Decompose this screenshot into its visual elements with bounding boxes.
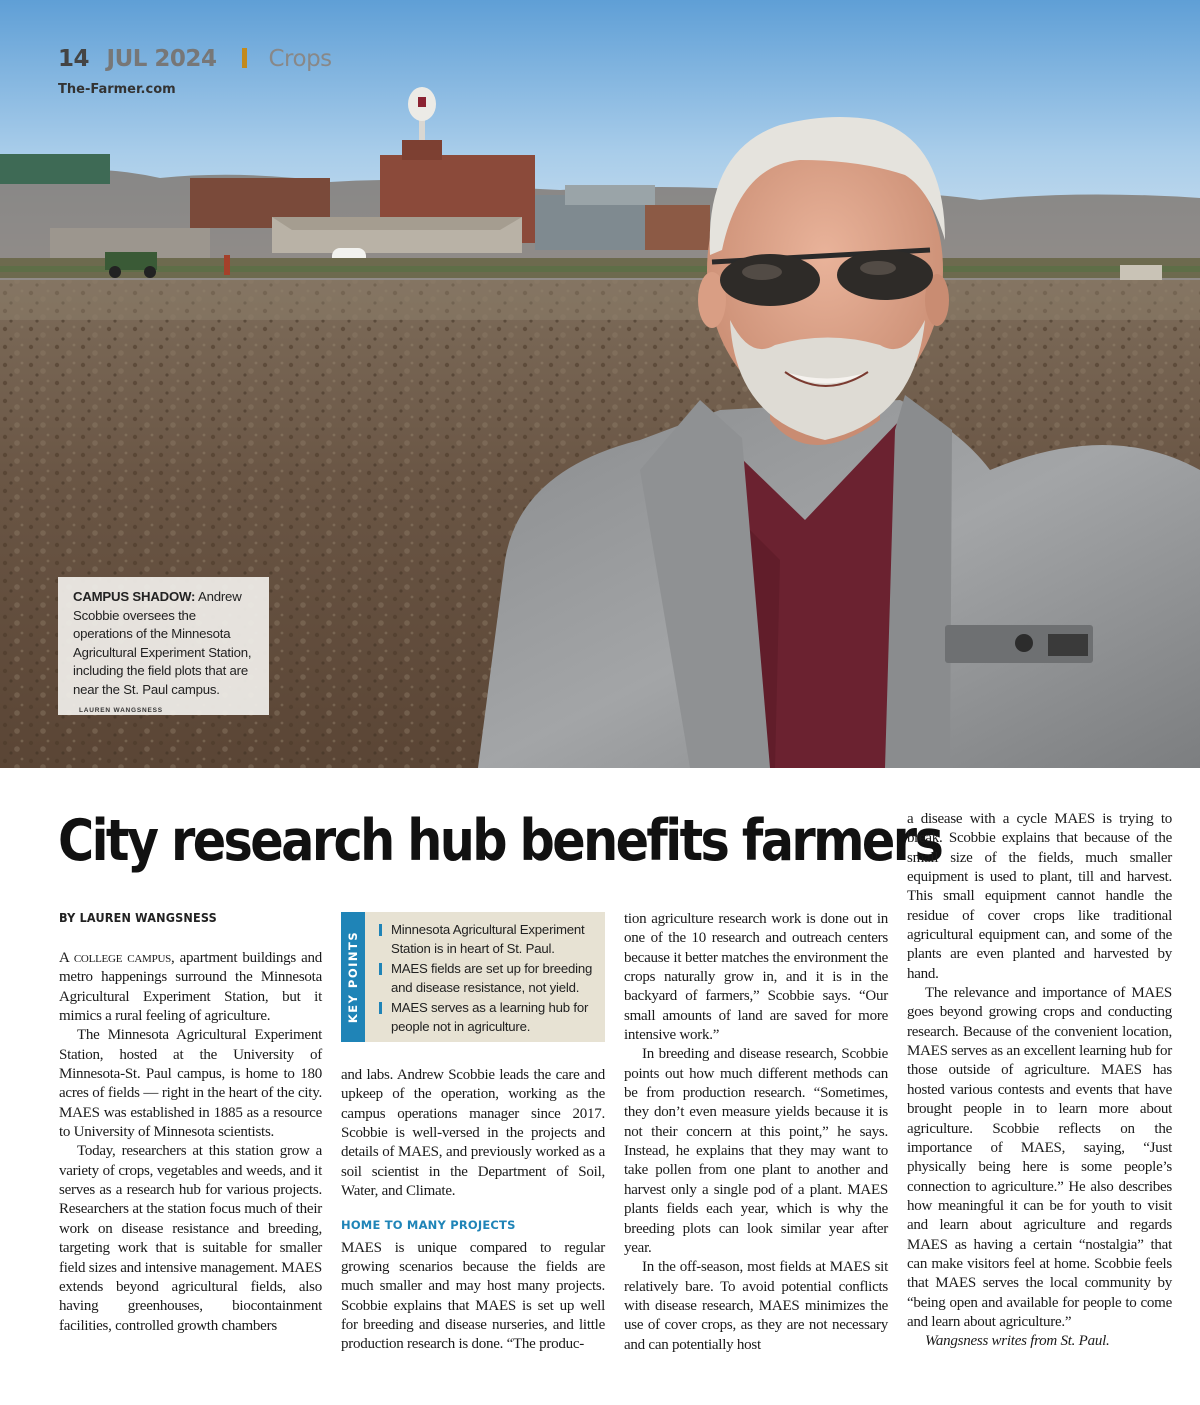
lead-in: A college campus, [59,950,175,966]
key-points-tab [341,912,365,1042]
paragraph-text: apartment buildings and metro happenings surround the Minnesota Agricultural Experiment Station, but it mimics a rural feeling of agriculture. [59,950,323,1025]
key-point-item: Minnesota Agricultural Experiment Station is in heart of St. Paul. [379,920,595,959]
section-name: Crops [268,46,332,72]
body-paragraph-continued: and labs. Andrew Scobbie leads the care and upkeep of the operation, working as the campus operations manager since 2017. Scobbie is well-versed in the projects and details of MAES, and previously worked as a soil scientist in the Department of Soil, Water, and Climate. [341,1067,605,1200]
body-paragraph-continued: a disease with a cycle MAES is trying to break. Scobbie explains that because of the small size of the fields, much smaller equipment is used to plant, till and harvest. This small equipment cannot handle the residue of cover crops like traditional agricultural equipment can, and some of the plants are even planted and harvested by hand. [907,811,1172,982]
issue-date: JUL 2024 [106,46,217,72]
page-folio [58,46,332,72]
folio-divider [242,48,247,68]
body-paragraph: The Minnesota Agricultural Experiment Station, hosted at the University of Minnesota-St. Paul campus, is home to 180 acres of fields — right in the heart of the city. MAES was established in 1885 as a resource to University of Minnesota scientists. [59,1027,322,1141]
body-paragraph [59,949,322,1026]
caption-head: CAMPUS SHADOW: [73,589,196,604]
article-column-2 [341,1066,605,1355]
page-number: 14 [58,46,90,72]
body-paragraph: MAES is unique compared to regular growing scenarios because the fields are much smaller and may host many projects. Scobbie explains that MAES is set up well for breeding and disease nurseries, and little production research is done. “The produc- [341,1239,605,1353]
caption-text: Andrew Scobbie oversees the operations of the Minnesota Agricultural Experiment Station, including the field plots that are near the St. Paul campus. [73,589,252,697]
body-paragraph-continued: tion agriculture research work is done out in one of the 10 research and outreach centers because it better matches the environment the crops naturally grow in, and it is in the backyard of farmers,” Scobbie says. “Our small amounts of land are saved for more intensive work.” [624,911,888,1044]
article-column-1 [59,949,322,1336]
article-column-4 [907,810,1172,1352]
author-signoff: Wangsness writes from St. Paul. [925,1333,1110,1350]
article-headline: City research hub benefits farmers [58,808,942,874]
body-paragraph: The relevance and importance of MAES goes beyond growing crops and conducting research. Because of the convenient location, MAES serves as an excellent learning hub for those outside of agriculture. MAES has hosted various contests and events that have brought people in to learn more about agriculture. Scobbie reflects on the importance of MAES, saying, “Just physically being here is some people’s connection to agriculture.” He also describes how meaningful it can be for youth to visit and learn about agriculture and regards MAES as having a certain “nostalgia” that can make visitors feel at home. Scobbie feels that MAES serves the local community by “being open and available for people to come and learn about agriculture.” [907,985,1172,1330]
article-byline: BY LAUREN WANGSNESS [59,910,217,925]
photo-caption [58,577,269,715]
section-subhead: HOME TO MANY PROJECTS [341,1218,516,1233]
body-paragraph: Today, researchers at this station grow a variety of crops, vegetables and weeds, and it serves as a research hub for various projects. Researchers at the station focus much of their work on disease resistance and breeding, targeting work that is suitable for smaller field sizes and intensive management. MAES extends beyond agricultural fields, also having greenhouses, biocontainment facilities, controlled growth chambers [59,1143,322,1334]
photo-credit: LAUREN WANGSNESS [79,707,163,714]
body-paragraph: In breeding and disease research, Scobbie points out how much different methods can be from production research. “Sometimes, they don’t even measure yields because it is not their concern at this point,” he says. Instead, he explains that they may want to take pollen from one plant to another and harvest only a single pod of a plant. MAES plants fields each year, which is why the breeding plots can look similar year after year. [624,1046,888,1256]
website-url: The-Farmer.com [58,82,176,97]
key-points-list [365,912,605,1042]
article-column-3 [624,910,888,1355]
key-point-item: MAES serves as a learning hub for people not in agriculture. [379,998,595,1037]
key-point-item: MAES fields are set up for breeding and disease resistance, not yield. [379,959,595,998]
key-points-label: KEY POINTS [346,930,360,1024]
key-points-box [341,912,605,1042]
body-paragraph: In the off-season, most fields at MAES sit relatively bare. To avoid potential conflicts with disease research, MAES minimizes the use of cover crops, as they are not necessary and can potentially host [624,1259,888,1353]
